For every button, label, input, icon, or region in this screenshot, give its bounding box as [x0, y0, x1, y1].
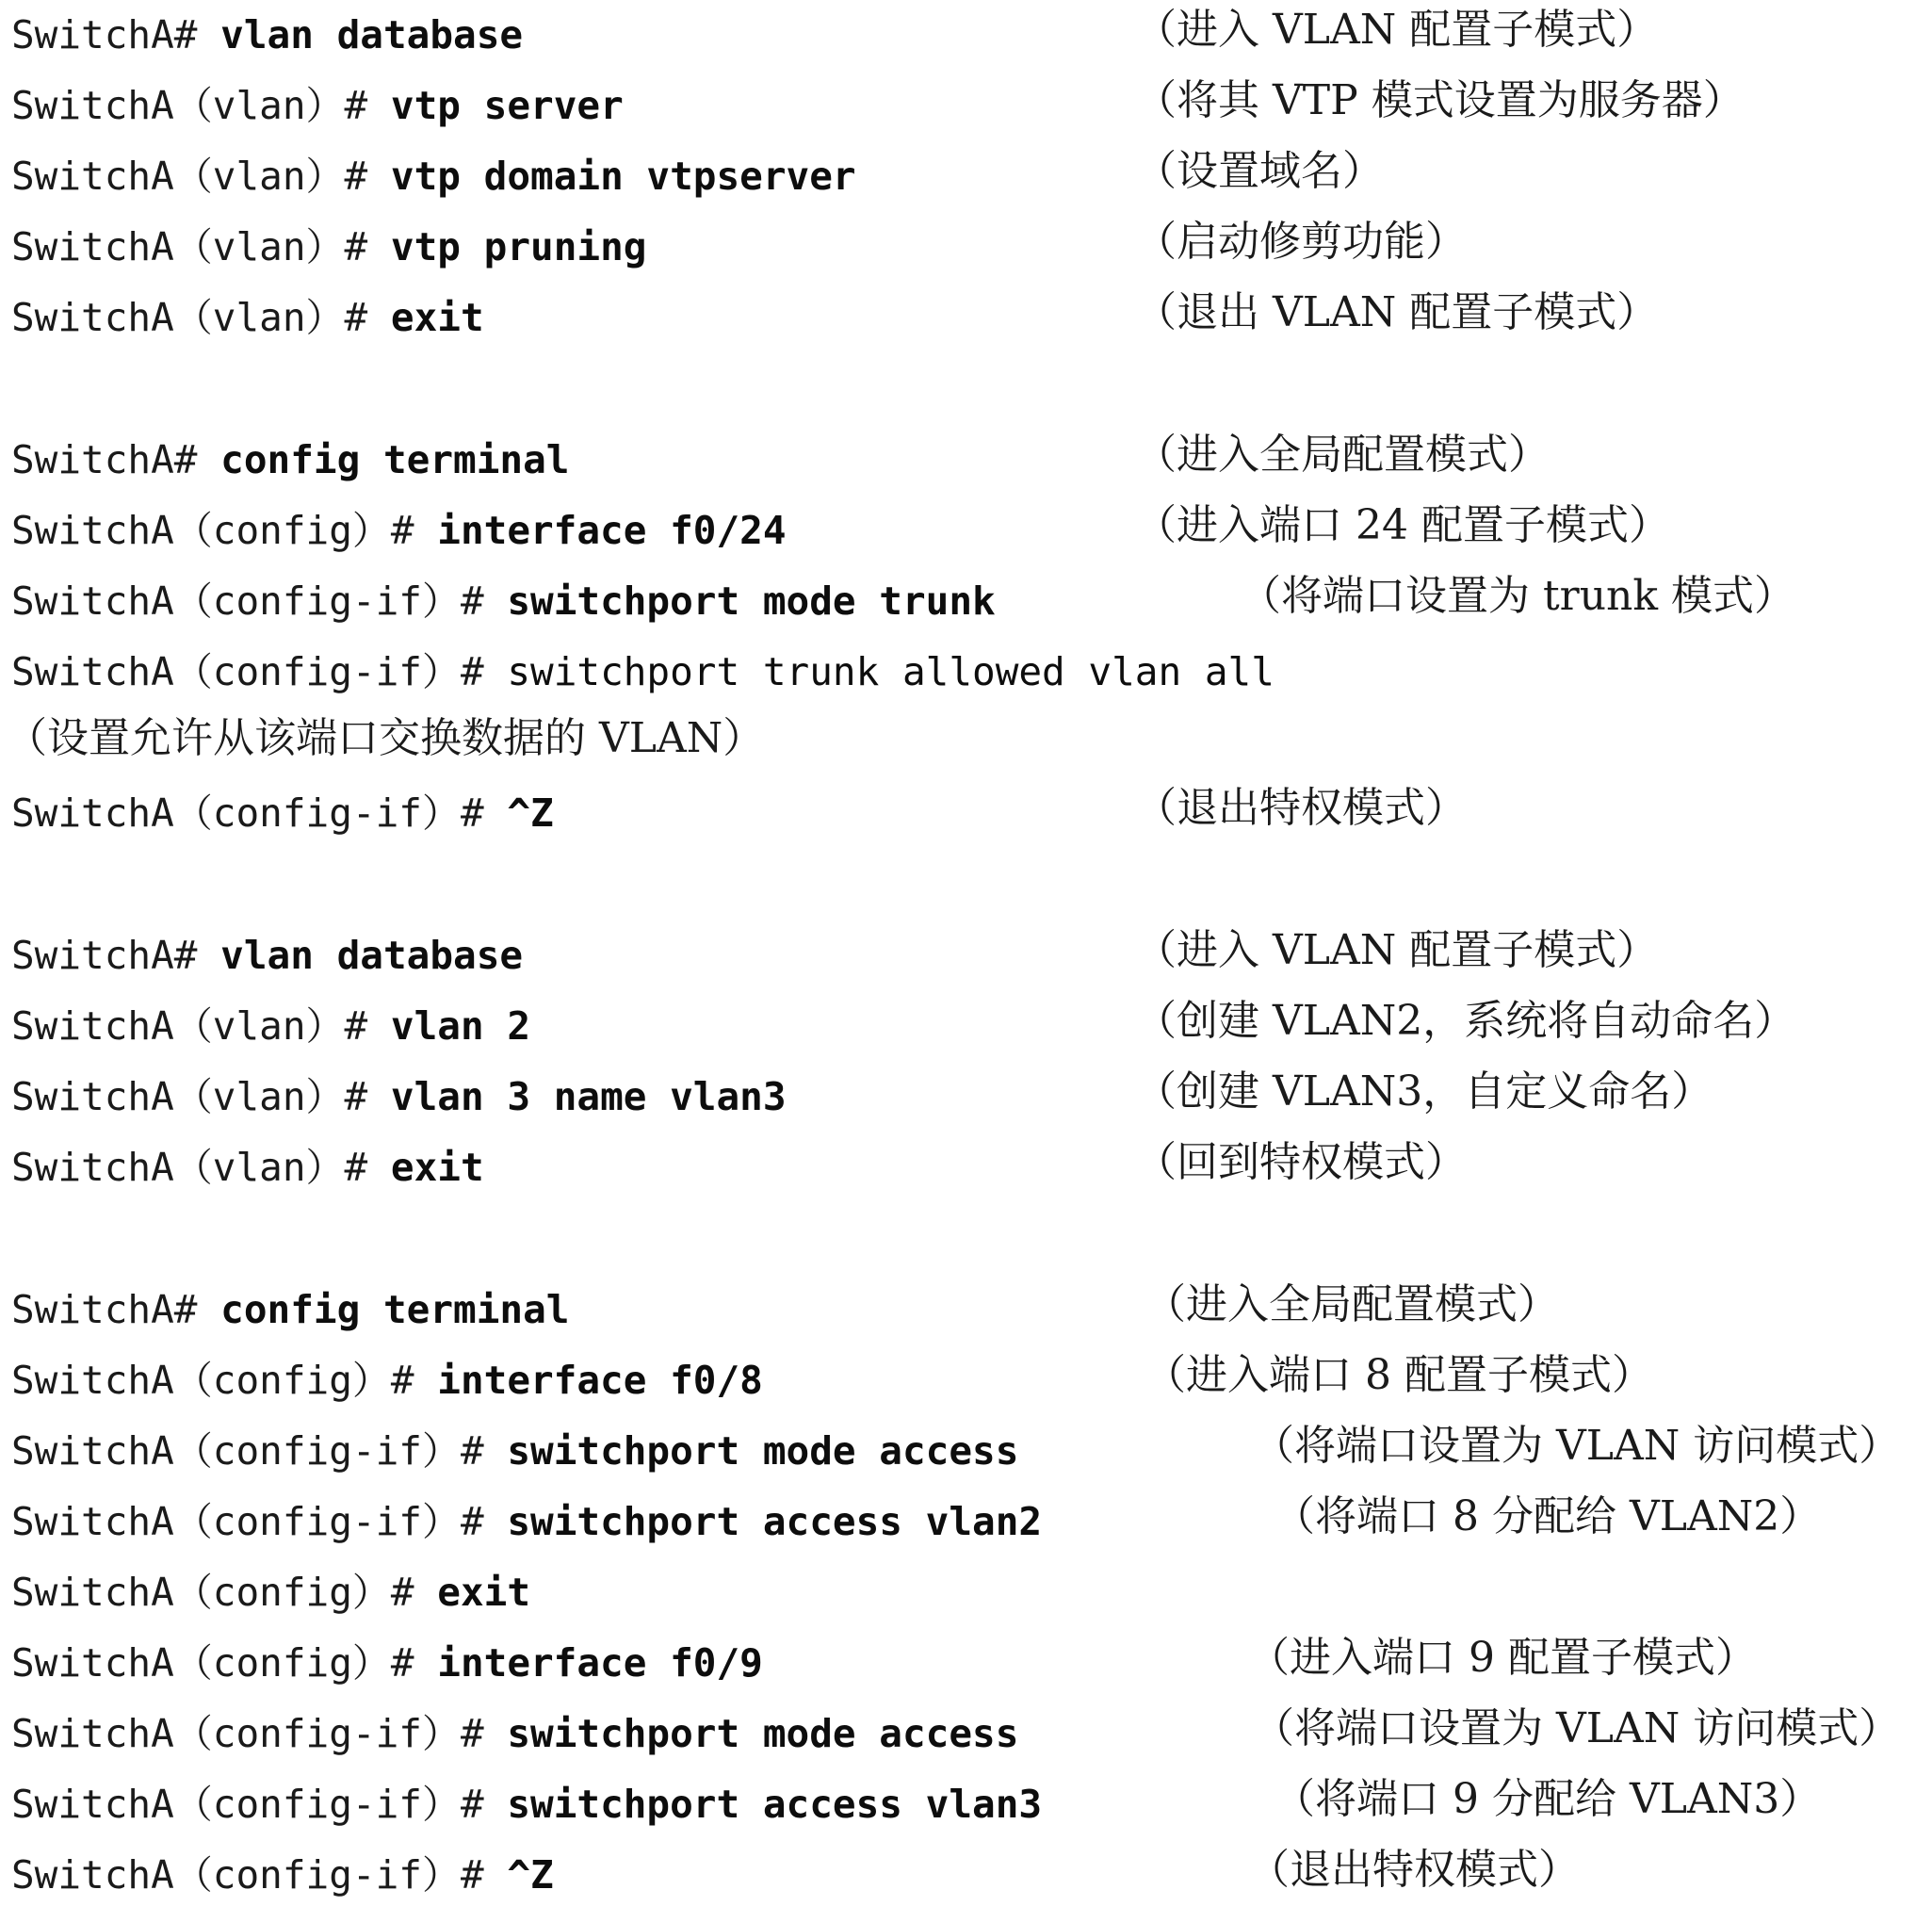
command-comment: （进入全局配置模式）: [1135, 431, 1550, 479]
cli-command: vtp server: [390, 83, 624, 128]
command-comment: （将端口设置为 VLAN 访问模式）: [1253, 1422, 1901, 1470]
command-comment: （创建 VLAN2，系统将自动命名）: [1135, 997, 1796, 1045]
command-line: [11, 573, 996, 629]
cli-prompt: SwitchA#: [11, 12, 221, 57]
command-comment: （启动修剪功能）: [1135, 218, 1467, 266]
command-line: [11, 289, 484, 346]
command-line: [11, 1564, 530, 1621]
command-line: [11, 1705, 1018, 1762]
cli-prompt: SwitchA（config）#: [11, 1570, 438, 1615]
cli-prompt: SwitchA（config-if）#: [11, 1852, 508, 1898]
cli-command: switchport mode trunk: [507, 578, 996, 624]
cli-command: switchport trunk allowed vlan all: [507, 649, 1274, 694]
cli-prompt: SwitchA（vlan）#: [11, 83, 391, 128]
cli-prompt: SwitchA（config-if）#: [11, 1499, 508, 1544]
command-comment: （进入端口 9 配置子模式）: [1248, 1634, 1757, 1682]
cli-command: vtp pruning: [390, 224, 647, 269]
command-line: [11, 432, 569, 488]
cli-command: switchport access vlan3: [507, 1782, 1043, 1827]
command-line: [11, 1776, 1042, 1833]
command-line: [11, 1423, 1018, 1479]
command-comment: （将端口设置为 VLAN 访问模式）: [1253, 1704, 1901, 1752]
command-comment: （进入 VLAN 配置子模式）: [1135, 926, 1659, 974]
cli-prompt: SwitchA（config）#: [11, 1358, 438, 1403]
cli-command: switchport access vlan2: [507, 1499, 1043, 1544]
cli-prompt: SwitchA#: [11, 437, 221, 482]
command-line: [11, 1352, 763, 1409]
command-line: [11, 1635, 763, 1691]
command-comment: （回到特权模式）: [1135, 1138, 1467, 1186]
cli-command: config terminal: [220, 437, 570, 482]
command-line: [11, 785, 554, 841]
command-comment: （退出 VLAN 配置子模式）: [1135, 288, 1659, 336]
command-comment: （退出特权模式）: [1135, 784, 1467, 832]
command-line: [11, 643, 1274, 700]
cli-command: exit: [390, 295, 484, 340]
command-line: [11, 1068, 787, 1125]
cli-prompt: SwitchA（config-if）#: [11, 649, 508, 694]
cli-command: vlan 3 name vlan3: [390, 1074, 787, 1119]
cli-prompt: SwitchA（vlan）#: [11, 295, 391, 340]
command-line: [11, 219, 646, 275]
cli-command: switchport mode access: [507, 1428, 1019, 1474]
cli-command: exit: [437, 1570, 531, 1615]
cli-command: interface f0/8: [437, 1358, 763, 1403]
cli-command: interface f0/9: [437, 1640, 763, 1686]
cli-command: exit: [390, 1145, 484, 1190]
command-comment: （将端口设置为 trunk 模式）: [1240, 572, 1796, 620]
command-line: [11, 1847, 554, 1903]
cli-prompt: SwitchA（config-if）#: [11, 1711, 508, 1756]
cli-prompt: SwitchA（vlan）#: [11, 1145, 391, 1190]
cli-command: interface f0/24: [437, 508, 787, 553]
command-comment: （将端口 9 分配给 VLAN3）: [1274, 1775, 1822, 1823]
command-line: [11, 927, 523, 984]
cli-prompt: SwitchA（vlan）#: [11, 224, 391, 269]
command-comment: （退出特权模式）: [1248, 1846, 1580, 1894]
cli-command: ^Z: [507, 790, 554, 836]
cli-command: vlan 2: [390, 1003, 531, 1049]
cli-command: vtp domain vtpserver: [390, 154, 856, 199]
command-comment: （进入 VLAN 配置子模式）: [1135, 6, 1659, 54]
command-line: [11, 502, 787, 559]
command-comment: （将其 VTP 模式设置为服务器）: [1135, 76, 1745, 124]
cli-prompt: SwitchA（vlan）#: [11, 1003, 391, 1049]
cli-command: switchport mode access: [507, 1711, 1019, 1756]
command-line: [11, 1139, 484, 1196]
command-comment: （将端口 8 分配给 VLAN2）: [1274, 1492, 1822, 1540]
cli-prompt: SwitchA（config）#: [11, 1640, 438, 1686]
command-comment: （进入端口 8 配置子模式）: [1145, 1351, 1653, 1399]
cli-prompt: SwitchA（config）#: [11, 508, 438, 553]
cli-command: ^Z: [507, 1852, 554, 1898]
command-line: [11, 7, 523, 63]
command-comment: （设置域名）: [1135, 147, 1384, 195]
cli-prompt: SwitchA（config-if）#: [11, 1782, 508, 1827]
command-comment: （创建 VLAN3，自定义命名）: [1135, 1067, 1713, 1116]
cli-prompt: SwitchA（config-if）#: [11, 578, 508, 624]
cli-prompt: SwitchA#: [11, 933, 221, 978]
command-line: [11, 998, 530, 1054]
command-line: [11, 77, 624, 134]
cli-prompt: SwitchA（config-if）#: [11, 790, 508, 836]
command-line: [11, 1281, 569, 1338]
cli-command: vlan database: [220, 933, 524, 978]
cli-prompt: SwitchA（vlan）#: [11, 154, 391, 199]
command-comment: （进入全局配置模式）: [1145, 1280, 1559, 1328]
cli-prompt: SwitchA#: [11, 1287, 221, 1332]
command-line: [11, 148, 856, 204]
cli-command: vlan database: [220, 12, 524, 57]
cli-prompt: SwitchA（config-if）#: [11, 1428, 508, 1474]
cli-prompt: SwitchA（vlan）#: [11, 1074, 391, 1119]
command-comment: （进入端口 24 配置子模式）: [1135, 501, 1670, 549]
cli-command: config terminal: [220, 1287, 570, 1332]
command-comment: （设置允许从该端口交换数据的 VLAN）: [6, 714, 765, 762]
command-line: [11, 1493, 1042, 1550]
